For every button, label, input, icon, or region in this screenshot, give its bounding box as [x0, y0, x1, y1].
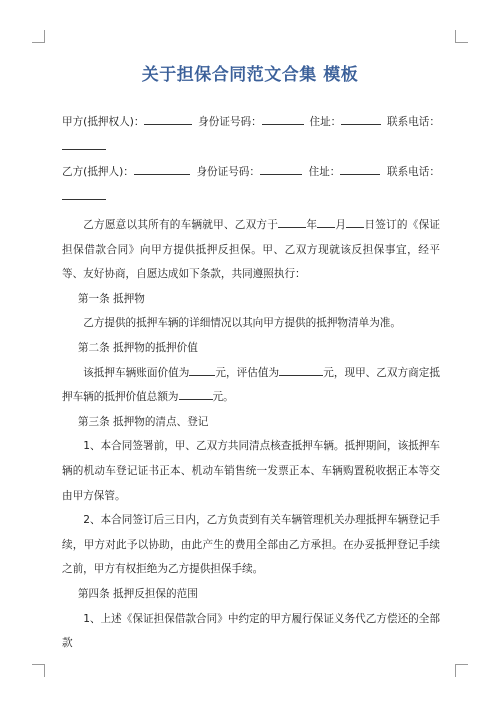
- book-value-blank: [189, 366, 215, 376]
- intro-text-month: 月: [335, 219, 347, 231]
- crop-mark-bottom-right: [455, 664, 468, 677]
- party-b-block: [62, 160, 440, 210]
- intro-text-a: 乙方愿意以其所有的车辆就甲、乙双方于: [83, 219, 279, 231]
- intro-month-blank: [317, 218, 335, 228]
- party-b-id-group: [196, 160, 302, 185]
- party-a-address-label: 住址：: [309, 116, 342, 128]
- intro-paragraph: [62, 213, 440, 287]
- party-b-phone-blank: [62, 190, 106, 200]
- article-3-paragraph-1: 1、本合同签署前，甲、乙双方共同清点核查抵押车辆。抵押期间，该抵押车辆的机动车登记证书正本、机动车销售统一发票正本、车辆购置税收据正本等交由甲方保管。: [62, 440, 440, 502]
- article-4-paragraph-1: 1、上述《保证担保借款合同》中约定的甲方履行保证义务代乙方偿还的全部款: [62, 612, 440, 650]
- total-value-blank: [179, 390, 213, 400]
- party-a-id-group: [198, 110, 304, 135]
- crop-mark-top-right: [455, 30, 468, 43]
- party-b-label: 乙方(抵押人)：: [62, 166, 134, 178]
- intro-year-blank: [278, 218, 306, 228]
- article-3-heading: 第三条 抵押物的清点、登记: [77, 415, 209, 428]
- article-2-text-c: 元，现甲、乙双方商定抵押车辆的抵押价值总额为: [62, 366, 441, 404]
- party-b-address-label: 住址：: [308, 166, 341, 178]
- party-b-id-blank: [260, 165, 302, 175]
- contract-body: [62, 213, 440, 656]
- party-a-block: [62, 110, 440, 160]
- crop-mark-top-left: [32, 30, 45, 43]
- party-b-label-group: [62, 160, 190, 185]
- party-a-id-label: 身份证号码：: [198, 116, 262, 128]
- intro-day-blank: [346, 218, 364, 228]
- intro-text-year: 年: [306, 219, 318, 231]
- crop-mark-bottom-left: [32, 664, 45, 677]
- appraisal-value-blank: [279, 366, 323, 376]
- party-a-address-group: [309, 110, 381, 135]
- party-a-phone-label: 联系电话：: [387, 116, 440, 128]
- article-3-paragraph-2: 2、本合同签订后三日内，乙方负责到有关车辆管理机关办理抵押车辆登记手续，甲方对此予以协助，由此产生的费用全部由乙方承担。在办妥抵押登记手续之前，甲方有权拒绝为乙方提供担保手续。: [62, 514, 440, 576]
- party-b-address-blank: [340, 165, 380, 175]
- article-2-text-b: 元，评估值为: [215, 366, 280, 379]
- party-a-label-group: [62, 110, 192, 135]
- article-2-heading: 第二条 抵押物的抵押价值: [77, 341, 198, 354]
- intro-text-d: 日签订的《保证担保借款合同》向甲方提供抵押反担保。甲、乙双方现就该反担保事宜，经平等、友好协商，自愿达成如下条款，共同遵照执行：: [62, 219, 441, 281]
- party-a-label: 甲方(抵押权人)：: [62, 116, 145, 128]
- article-2-text-a: 该抵押车辆账面价值为: [83, 366, 190, 379]
- article-1-text: 乙方提供的抵押车辆的详细情况以其向甲方提供的抵押物清单为准。: [83, 317, 401, 330]
- party-b-name-blank: [134, 165, 190, 175]
- article-2-paragraph: [62, 361, 440, 410]
- party-a-phone-blank: [62, 140, 106, 150]
- article-2-text-d: 元。: [212, 391, 234, 404]
- party-b-address-group: [309, 160, 381, 185]
- party-a-address-blank: [341, 115, 381, 125]
- party-a-name-blank: [144, 115, 192, 125]
- article-1-heading: 第一条 抵押物: [77, 292, 145, 305]
- article-4-heading: 第四条 抵押反担保的范围: [77, 587, 198, 600]
- party-a-id-blank: [262, 115, 304, 125]
- document-title: 关于担保合同范文合集 模板: [141, 65, 359, 85]
- party-b-phone-label: 联系电话：: [387, 166, 440, 178]
- party-b-id-label: 身份证号码：: [196, 166, 260, 178]
